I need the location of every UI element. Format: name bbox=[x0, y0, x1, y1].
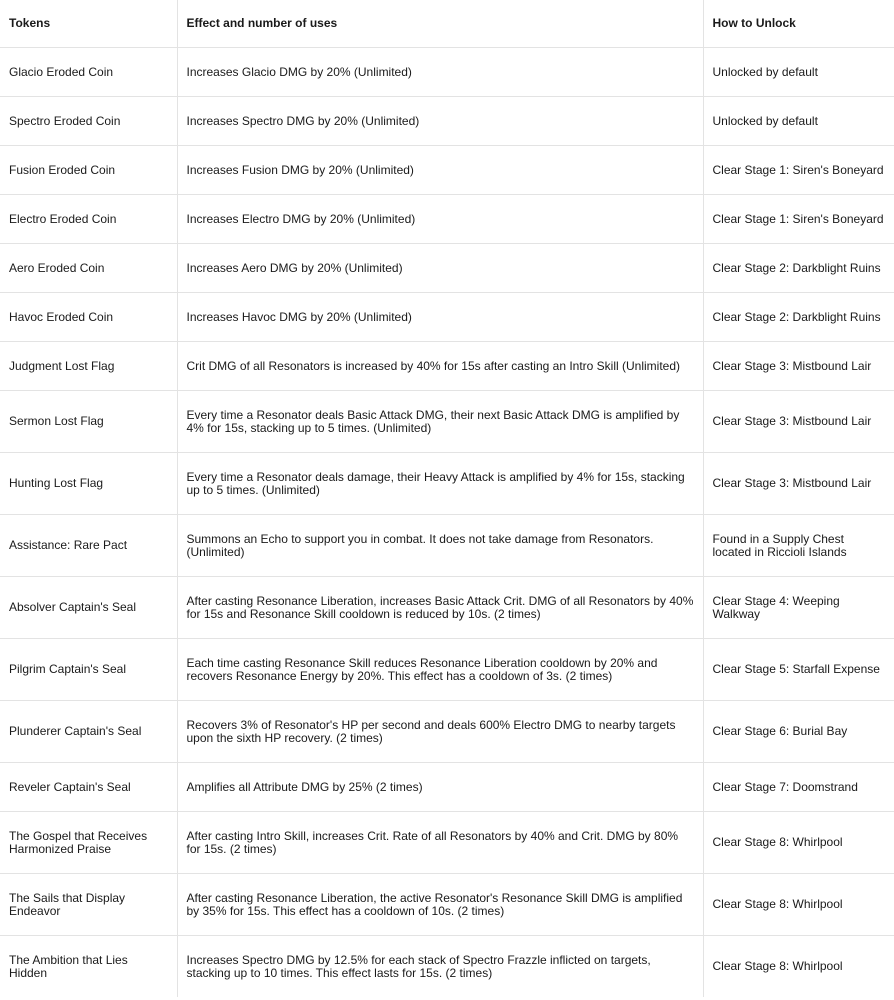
token-effect: Recovers 3% of Resonator's HP per second and deals 600% Electro DMG to nearby targets upon the sixth HP recovery. (2 times) bbox=[177, 701, 703, 763]
token-name: The Ambition that Lies Hidden bbox=[0, 936, 177, 998]
token-name: Pilgrim Captain's Seal bbox=[0, 639, 177, 701]
header-effect: Effect and number of uses bbox=[177, 0, 703, 48]
table-row bbox=[0, 342, 894, 391]
token-name: Assistance: Rare Pact bbox=[0, 515, 177, 577]
token-effect: Increases Aero DMG by 20% (Unlimited) bbox=[177, 244, 703, 293]
token-name: Judgment Lost Flag bbox=[0, 342, 177, 391]
table-row bbox=[0, 515, 894, 577]
token-unlock: Clear Stage 1: Siren's Boneyard bbox=[703, 195, 894, 244]
table-row bbox=[0, 48, 894, 97]
token-effect: After casting Resonance Liberation, the active Resonator's Resonance Skill DMG is amplified by 35% for 15s. This effect has a cooldown of 10s. (2 times) bbox=[177, 874, 703, 936]
token-name: Reveler Captain's Seal bbox=[0, 763, 177, 812]
token-unlock: Clear Stage 8: Whirlpool bbox=[703, 874, 894, 936]
token-name: Plunderer Captain's Seal bbox=[0, 701, 177, 763]
token-effect: Increases Spectro DMG by 12.5% for each stack of Spectro Frazzle inflicted on targets, stacking up to 10 times. This effect lasts for 15s. (2 times) bbox=[177, 936, 703, 998]
token-effect: Amplifies all Attribute DMG by 25% (2 times) bbox=[177, 763, 703, 812]
token-name: Glacio Eroded Coin bbox=[0, 48, 177, 97]
token-unlock: Clear Stage 7: Doomstrand bbox=[703, 763, 894, 812]
token-effect: Every time a Resonator deals Basic Attack DMG, their next Basic Attack DMG is amplified by 4% for 15s, stacking up to 5 times. (Unlimited) bbox=[177, 391, 703, 453]
token-unlock: Clear Stage 3: Mistbound Lair bbox=[703, 391, 894, 453]
table-header-row bbox=[0, 0, 894, 48]
table-row bbox=[0, 244, 894, 293]
token-name: Aero Eroded Coin bbox=[0, 244, 177, 293]
token-name: Electro Eroded Coin bbox=[0, 195, 177, 244]
token-name: Sermon Lost Flag bbox=[0, 391, 177, 453]
table-row bbox=[0, 874, 894, 936]
token-unlock: Clear Stage 4: Weeping Walkway bbox=[703, 577, 894, 639]
table-row bbox=[0, 293, 894, 342]
token-unlock: Clear Stage 8: Whirlpool bbox=[703, 936, 894, 998]
table-row bbox=[0, 391, 894, 453]
token-unlock: Clear Stage 2: Darkblight Ruins bbox=[703, 244, 894, 293]
table-row bbox=[0, 936, 894, 998]
token-name: Fusion Eroded Coin bbox=[0, 146, 177, 195]
token-unlock: Clear Stage 5: Starfall Expense bbox=[703, 639, 894, 701]
token-unlock: Clear Stage 3: Mistbound Lair bbox=[703, 453, 894, 515]
token-effect: Increases Fusion DMG by 20% (Unlimited) bbox=[177, 146, 703, 195]
table-row bbox=[0, 812, 894, 874]
table-row bbox=[0, 146, 894, 195]
token-unlock: Clear Stage 3: Mistbound Lair bbox=[703, 342, 894, 391]
token-effect: Every time a Resonator deals damage, their Heavy Attack is amplified by 4% for 15s, stacking up to 5 times. (Unlimited) bbox=[177, 453, 703, 515]
token-effect: Crit DMG of all Resonators is increased by 40% for 15s after casting an Intro Skill (Unlimited) bbox=[177, 342, 703, 391]
header-tokens: Tokens bbox=[0, 0, 177, 48]
token-unlock: Unlocked by default bbox=[703, 97, 894, 146]
token-name: The Sails that Display Endeavor bbox=[0, 874, 177, 936]
token-name: Absolver Captain's Seal bbox=[0, 577, 177, 639]
token-effect: After casting Resonance Liberation, increases Basic Attack Crit. DMG of all Resonators by 40% for 15s and Resonance Skill cooldown is reduced by 10s. (2 times) bbox=[177, 577, 703, 639]
token-effect: After casting Intro Skill, increases Crit. Rate of all Resonators by 40% and Crit. DMG by 80% for 15s. (2 times) bbox=[177, 812, 703, 874]
table-row bbox=[0, 577, 894, 639]
table-row bbox=[0, 701, 894, 763]
token-name: The Gospel that Receives Harmonized Praise bbox=[0, 812, 177, 874]
token-effect: Increases Havoc DMG by 20% (Unlimited) bbox=[177, 293, 703, 342]
table-row bbox=[0, 639, 894, 701]
header-unlock: How to Unlock bbox=[703, 0, 894, 48]
token-effect: Increases Spectro DMG by 20% (Unlimited) bbox=[177, 97, 703, 146]
token-unlock: Found in a Supply Chest located in Riccioli Islands bbox=[703, 515, 894, 577]
token-unlock: Clear Stage 1: Siren's Boneyard bbox=[703, 146, 894, 195]
table-row bbox=[0, 195, 894, 244]
table-row bbox=[0, 453, 894, 515]
token-effect: Increases Electro DMG by 20% (Unlimited) bbox=[177, 195, 703, 244]
token-name: Hunting Lost Flag bbox=[0, 453, 177, 515]
token-unlock: Clear Stage 6: Burial Bay bbox=[703, 701, 894, 763]
table-row bbox=[0, 763, 894, 812]
token-effect: Increases Glacio DMG by 20% (Unlimited) bbox=[177, 48, 703, 97]
token-effect: Summons an Echo to support you in combat. It does not take damage from Resonators. (Unlimited) bbox=[177, 515, 703, 577]
token-effect: Each time casting Resonance Skill reduces Resonance Liberation cooldown by 20% and recovers Resonance Energy by 20%. This effect has a cooldown of 3s. (2 times) bbox=[177, 639, 703, 701]
token-unlock: Unlocked by default bbox=[703, 48, 894, 97]
token-unlock: Clear Stage 2: Darkblight Ruins bbox=[703, 293, 894, 342]
token-name: Spectro Eroded Coin bbox=[0, 97, 177, 146]
token-name: Havoc Eroded Coin bbox=[0, 293, 177, 342]
token-unlock: Clear Stage 8: Whirlpool bbox=[703, 812, 894, 874]
table-row bbox=[0, 97, 894, 146]
